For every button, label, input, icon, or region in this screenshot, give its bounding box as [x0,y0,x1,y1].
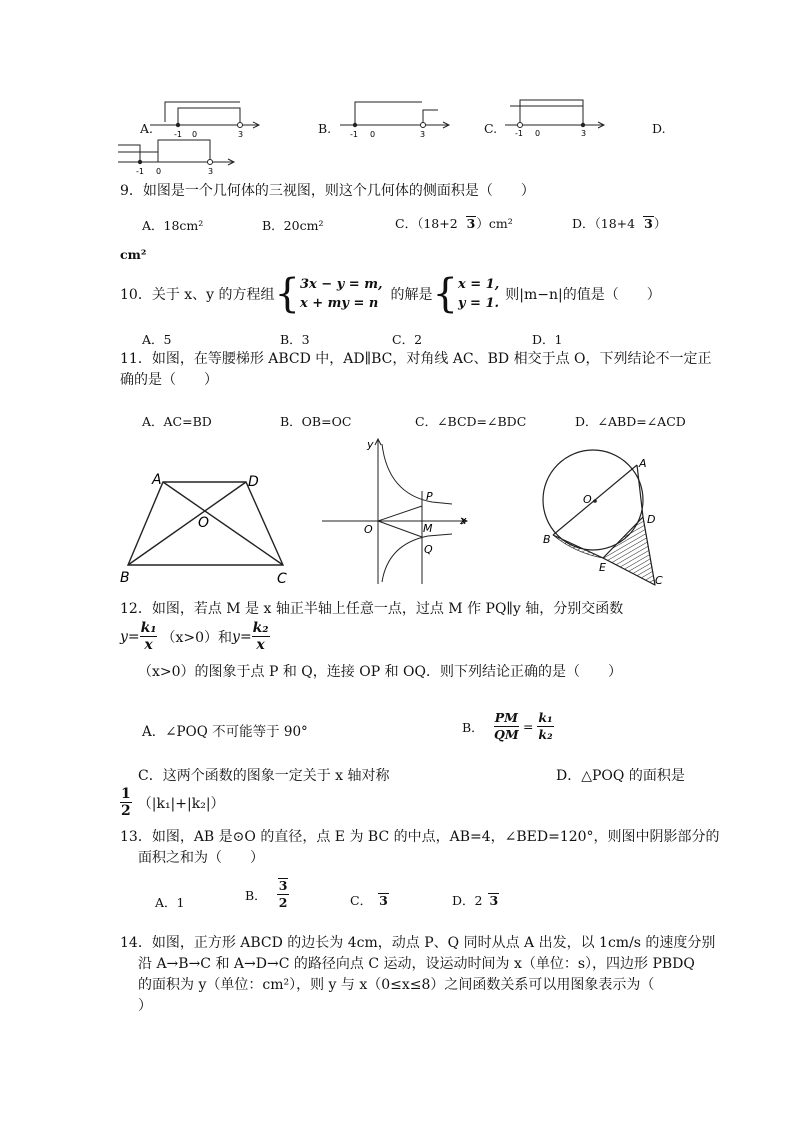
q12-option-b: B． $\frac{PM}{QM}$ = $\frac{\text{k₁}}{\text{k₂}}$ [462,710,553,742]
svg-text:-1: -1 [350,130,358,139]
q13-option-d: D．2 3 [452,893,499,908]
svg-text:C: C [655,574,663,587]
q10-stem: 10．关于 x、y 的方程组 { 3x − y = m, x + my = n 的解是 { x = 1, y = 1. 则|m−n|的值是（ ） [120,271,661,317]
q12-functions: y= $\frac{\text{k₁}}{x}$ （x>0）和 y= $\frac{\text{k₂}}{x}$ [120,620,269,653]
number-line-c [505,98,615,138]
svg-text:3: 3 [208,167,214,176]
q13-stem-line2: 面积之和为（ ） [138,850,264,866]
q9-unit-wrap: cm² [120,247,147,262]
svg-text:-1: -1 [515,129,523,138]
q14-stem-line1: 14．如图，正方形 ABCD 的边长为 4cm，动点 P、Q 同时从点 A 出发，以 1cm/s 的速度分别 [120,935,716,951]
svg-text:3: 3 [581,129,587,138]
svg-text:O: O [198,515,210,531]
q9-option-c: C．（18+2 3）cm² [395,216,513,231]
q9-option-b: B．20cm² [262,218,324,233]
svg-text:D: D [248,474,259,490]
number-line-d [118,140,243,180]
q9-option-a: A．18cm² [142,218,204,233]
option-a-label: A. [140,121,154,136]
q12-option-a: A．∠POQ 不可能等于 90° [142,724,308,740]
q10-option-d: D．1 [532,332,563,347]
q14-stem-line4: ） [138,998,152,1014]
svg-text:D: D [647,513,656,526]
svg-text:O: O [364,523,373,536]
circle-figure [535,445,675,590]
q10-option-b: B．3 [280,332,310,347]
svg-text:0: 0 [156,167,162,176]
q11-option-c: C．∠BCD=∠BDC [415,414,527,429]
svg-text:-1: -1 [136,167,144,176]
svg-text:y: y [367,438,374,451]
svg-text:A: A [152,472,162,488]
q10-option-a: A．5 [142,332,172,347]
q10-option-c: C．2 [392,332,423,347]
option-d-label: D. [652,121,666,136]
option-c-label: C. [484,121,498,136]
q9-option-d: D．（18+4 3） [572,216,667,231]
q12-stem-line3: （x>0）的图象于点 P 和 Q，连接 OP 和 OQ．则下列结论正确的是（ ） [138,664,622,680]
q13-option-c: C． 3 [350,893,388,908]
q11-option-a: A．AC=BD [142,414,212,429]
q12-option-d-tail: $\frac{1}{2}$ （|k₁|+|k₂|） [121,786,225,819]
svg-text:-1: -1 [174,130,182,139]
q14-stem-line3: 的面积为 y（单位：cm²），则 y 与 x（0≤x≤8）之间函数关系可以用图象表示为（ [138,977,655,993]
q13-stem-line1: 13．如图，AB 是⊙O 的直径，点 E 为 BC 的中点，AB=4，∠BED=120°，则图中阴影部分的 [120,829,720,845]
svg-text:0: 0 [370,130,376,139]
svg-text:B: B [543,533,551,546]
svg-text:3: 3 [238,130,244,139]
svg-text:O: O [583,493,592,506]
number-line-b [340,100,460,140]
svg-text:3: 3 [420,130,426,139]
q12-option-d: D．△POQ 的面积是 [556,768,685,784]
number-line-a [150,100,270,140]
function-graph-figure [322,436,477,586]
q11-option-d: D．∠ABD=∠ACD [575,414,686,429]
q12-stem-line1: 12．如图，若点 M 是 x 轴正半轴上任意一点，过点 M 作 PQ∥y 轴，分别交函数 [120,601,624,617]
q13-option-a: A．1 [155,895,185,910]
svg-text:B: B [120,570,130,586]
q14-stem-line2: 沿 A→B→C 和 A→D→C 的路径向点 C 运动，设运动时间为 x（单位：s），四边形 PBDQ [138,956,695,972]
svg-text:E: E [599,561,606,574]
svg-text:C: C [277,571,287,587]
trapezoid-figure [118,470,298,585]
svg-text:Q: Q [424,543,433,556]
svg-text:M: M [423,522,433,535]
q11-stem-line1: 11．如图，在等腰梯形 ABCD 中，AD∥BC，对角线 AC、BD 相交于点 O，下列结论不一定正 [120,351,712,367]
svg-text:x: x [460,514,467,527]
q9-stem: 9．如图是一个几何体的三视图，则这个几何体的侧面积是（ ） [120,183,535,199]
svg-text:P: P [426,490,433,503]
q11-option-b: B．OB=OC [280,414,352,429]
svg-text:A: A [639,457,647,470]
q11-stem-line2: 确的是（ ） [120,372,218,388]
svg-text:0: 0 [535,129,541,138]
q12-option-c: C．这两个函数的图象一定关于 x 轴对称 [138,768,390,784]
option-b-label: B. [318,121,332,136]
q13-option-b: B． $\frac{3}{2}$ [245,878,288,910]
svg-text:0: 0 [192,130,198,139]
